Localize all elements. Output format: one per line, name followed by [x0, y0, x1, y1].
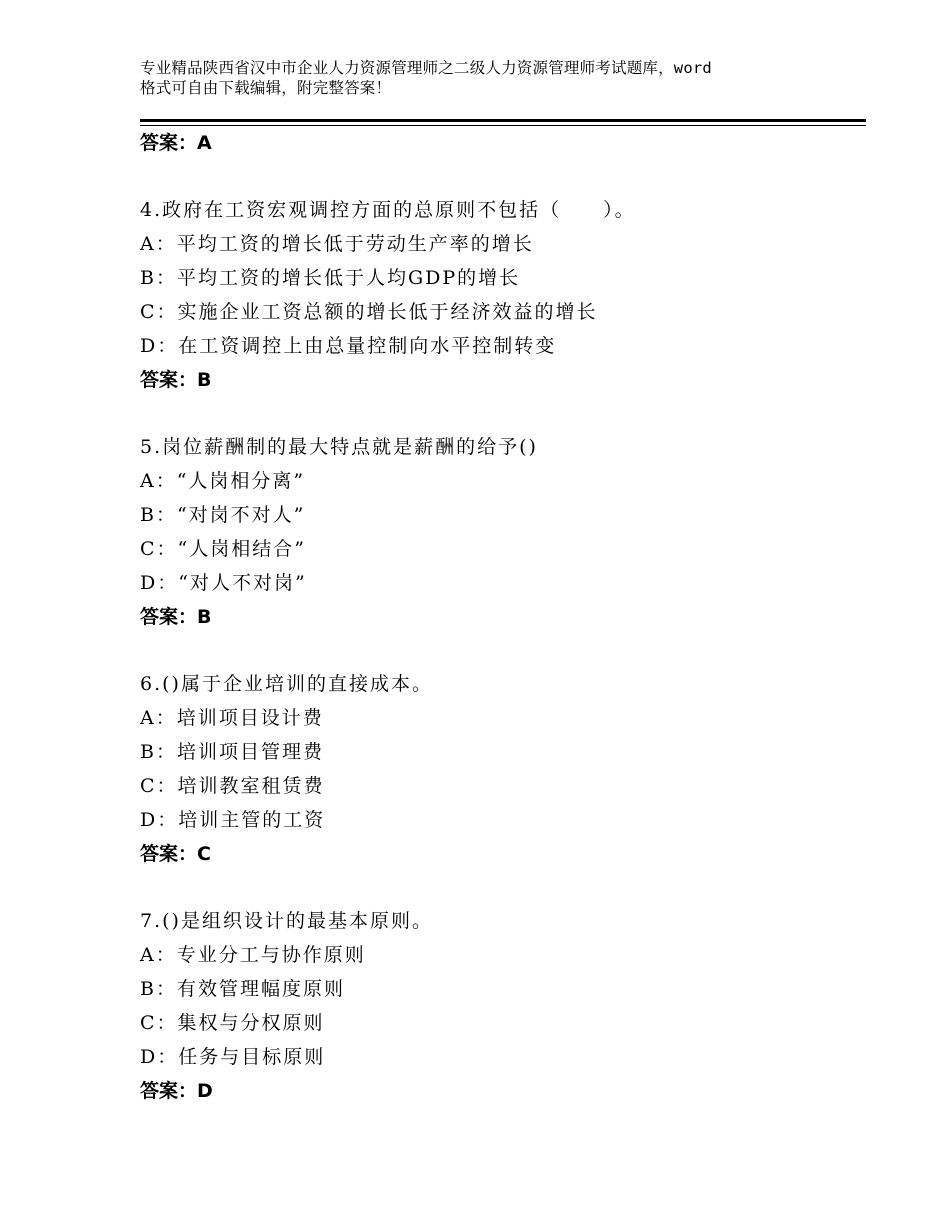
header-line-1: 专业精品陕西省汉中市企业人力资源管理师之二级人力资源管理师考试题库，word [140, 59, 712, 77]
header-line-2: 格式可自由下载编辑，附完整答案！ [140, 79, 392, 97]
option-a: A：“人岗相分离” [140, 470, 306, 492]
answer: 答案：C [140, 843, 211, 865]
question-4 [140, 193, 860, 397]
option-a: A：专业分工与协作原则 [140, 944, 366, 966]
option-d: D：“对人不对岗” [140, 572, 307, 594]
document-header [140, 58, 830, 98]
answer-previous: 答案：A [140, 132, 212, 154]
answer: 答案：B [140, 369, 212, 391]
question-6 [140, 667, 860, 871]
document-body [140, 126, 860, 1108]
option-d: D：在工资调控上由总量控制向水平控制转变 [140, 335, 557, 357]
answer: 答案：B [140, 606, 212, 628]
option-b: B：“对岗不对人” [140, 504, 306, 526]
option-a: A：培训项目设计费 [140, 707, 324, 729]
option-d: D：任务与目标原则 [140, 1046, 326, 1068]
question-stem: 4.政府在工资宏观调控方面的总原则不包括（ ）。 [140, 199, 636, 221]
question-stem: 6.()属于企业培训的直接成本。 [140, 673, 433, 695]
answer: 答案：D [140, 1080, 213, 1102]
option-c: C：实施企业工资总额的增长低于经济效益的增长 [140, 301, 598, 323]
option-a: A：平均工资的增长低于劳动生产率的增长 [140, 233, 534, 255]
option-b: B：平均工资的增长低于人均GDP的增长 [140, 267, 521, 289]
question-stem: 7.()是组织设计的最基本原则。 [140, 910, 433, 932]
question-7 [140, 904, 860, 1108]
option-c: C：“人岗相结合” [140, 538, 306, 560]
option-c: C：集权与分权原则 [140, 1012, 325, 1034]
option-c: C：培训教室租赁费 [140, 775, 325, 797]
option-b: B：培训项目管理费 [140, 741, 324, 763]
question-5 [140, 430, 860, 634]
option-b: B：有效管理幅度原则 [140, 978, 345, 1000]
question-stem: 5.岗位薪酬制的最大特点就是薪酬的给予() [140, 436, 538, 458]
header-rule-thick [140, 119, 866, 122]
option-d: D：培训主管的工资 [140, 809, 326, 831]
